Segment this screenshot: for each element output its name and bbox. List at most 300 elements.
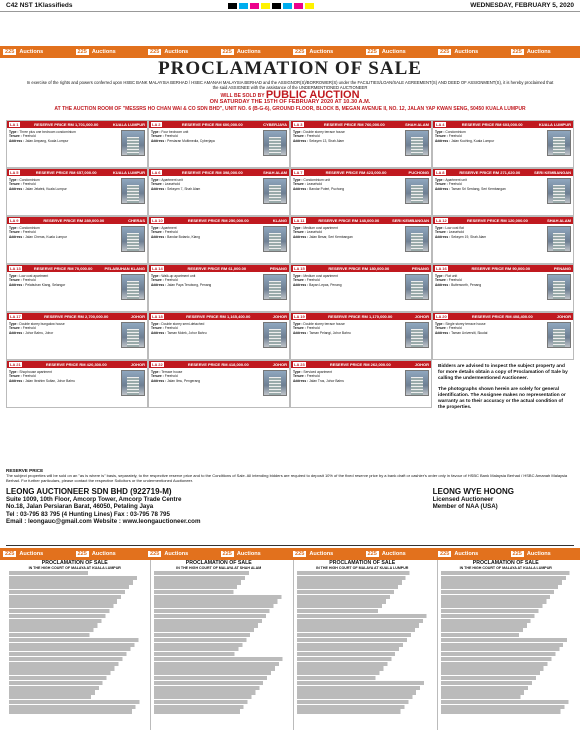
proclamation-section bbox=[6, 58, 574, 538]
lot-tenure: Freehold bbox=[306, 374, 320, 379]
lot-details: Type : Condominium Tenure : Freehold Address : Jalan Jelatek, Kuala Lumpur bbox=[9, 178, 67, 191]
auctioneer-tel: Tel : 03-795 83 795 (4 Hunting Lines) Fax : 03-795 78 795 bbox=[6, 510, 170, 518]
color-swatch bbox=[261, 3, 270, 9]
property-photo bbox=[121, 226, 145, 252]
lot-details: Type : Shophouse apartment Tenure : Freehold Address : Jalan Ibrahim Sultan, Johor Bahru bbox=[9, 370, 75, 383]
property-photo bbox=[263, 274, 287, 300]
category-number: 225 bbox=[77, 551, 87, 557]
lot-header bbox=[291, 169, 431, 176]
category-cell bbox=[290, 49, 363, 55]
notice-text-line bbox=[154, 599, 285, 603]
category-cell bbox=[73, 49, 146, 55]
notice-text-line bbox=[154, 571, 285, 575]
notice-text-line bbox=[297, 604, 428, 608]
notice-text-line bbox=[297, 571, 428, 575]
lot-tenure: Freehold bbox=[22, 182, 36, 187]
notice-text-line bbox=[9, 623, 141, 627]
lot-price: RESERVE PRICE RM 289,000.00 bbox=[43, 218, 105, 223]
notice-text-line bbox=[297, 695, 428, 699]
lot-header bbox=[433, 313, 573, 320]
notice-text-line bbox=[441, 604, 572, 608]
category-cell bbox=[0, 49, 73, 55]
lot-tenure: Leasehold bbox=[306, 182, 322, 187]
property-photo bbox=[121, 178, 145, 204]
lot-price: RESERVE PRICE RM 1,701,000.00 bbox=[34, 122, 99, 127]
lot-header bbox=[291, 313, 431, 320]
lot-tenure: Freehold bbox=[164, 374, 178, 379]
category-label: Auctions bbox=[236, 551, 261, 557]
lot-type: Apartment unit bbox=[161, 178, 183, 182]
category-cell bbox=[508, 551, 580, 557]
reserve-heading: RESERVE PRICE bbox=[6, 468, 44, 473]
lot-price: RESERVE PRICE RM 1,165,400.00 bbox=[186, 314, 251, 319]
lot-details: Type : Condominium Tenure : Freehold Address : Jalan Kuching, Kuala Lumpur bbox=[435, 130, 495, 143]
lot-address: Jalan Ibrahim Sultan, Johor Bahru bbox=[25, 378, 75, 383]
lot-details: Type : Terrace house Tenure : Freehold Address : Jalan Ilmu, Pengerang bbox=[151, 370, 201, 383]
lot-address: Bandar Botanic, Klang bbox=[167, 234, 200, 239]
notice-text-line bbox=[297, 671, 428, 675]
lot-address: Jalan Ampang, Kuala Lumpur bbox=[25, 138, 69, 143]
category-label: Auctions bbox=[91, 551, 116, 557]
notice-column bbox=[150, 560, 288, 730]
lot-number: LA 17 bbox=[10, 314, 21, 319]
color-swatch bbox=[305, 3, 314, 9]
notice-text-line bbox=[297, 628, 428, 632]
lot-card bbox=[432, 264, 574, 312]
category-number: 225 bbox=[295, 551, 305, 557]
notice-text-line bbox=[154, 638, 285, 642]
property-photo bbox=[547, 178, 571, 204]
category-label: Auctions bbox=[164, 49, 189, 55]
lot-address: Johor Bahru, Johor bbox=[25, 330, 54, 335]
notice-subtitle: IN THE HIGH COURT OF MALAYA AT KUALA LUMPUR bbox=[28, 566, 121, 570]
lot-details: Type : Low cost apartment Tenure : Freehold Address : Pelabuhan Klang, Selangor bbox=[9, 274, 66, 287]
notice-text-line bbox=[297, 633, 428, 637]
lot-header bbox=[7, 265, 147, 272]
notice-text-line bbox=[297, 619, 428, 623]
lot-tenure: Leasehold bbox=[164, 182, 180, 187]
lot-number: LA 18 bbox=[152, 314, 163, 319]
notice-text-line bbox=[441, 709, 572, 713]
lot-state: PELABUHAN KLANG bbox=[104, 266, 145, 271]
notice-subtitle: IN THE HIGH COURT OF MALAYA AT SHAH ALAM bbox=[176, 566, 262, 570]
notice-text-line bbox=[9, 695, 141, 699]
lot-header bbox=[433, 169, 573, 176]
notice-text-line bbox=[441, 690, 572, 694]
reserve-text: The subject properties will be sold on an "as is where is" basis, separately, to the respective reserve price and to the Conditions of Sale. All intending bidders are required to deposit 10% of the fixed reserve price by a bank draft or cashier's order only in favour of HSBC Bank Malaysia Berhad / HSBC Amanah Malaysia Berhad. For further particulars, please contact the respective Solicitors or the undermentioned Auctioneer. bbox=[6, 473, 568, 483]
notice-text-line bbox=[9, 647, 141, 651]
notice-subtitle: IN THE HIGH COURT OF MALAYA AT KUALA LUMPUR bbox=[316, 566, 409, 570]
lot-card bbox=[148, 216, 290, 264]
lot-tenure: Leasehold bbox=[448, 230, 464, 235]
lot-header bbox=[291, 361, 431, 368]
lot-price: RESERVE PRICE RM 657,000.00 bbox=[35, 170, 97, 175]
category-cell bbox=[508, 49, 580, 55]
notice-text-line bbox=[154, 676, 285, 680]
category-label: Auctions bbox=[381, 551, 406, 557]
lot-state: KLANG bbox=[272, 218, 287, 223]
category-label: Auctions bbox=[309, 551, 334, 557]
notice-text-line bbox=[297, 681, 428, 685]
property-photo bbox=[263, 130, 287, 156]
category-label: Auctions bbox=[526, 551, 551, 557]
lot-header bbox=[7, 313, 147, 320]
section-divider bbox=[6, 545, 574, 546]
lot-details: Type : Apartment unit Tenure : Freehold Address : Taman Sri Serdang, Seri Kembangan bbox=[435, 178, 506, 191]
notice-text-line bbox=[297, 657, 428, 661]
notice-text-line bbox=[9, 652, 141, 656]
category-number: 225 bbox=[295, 49, 305, 55]
category-number: 225 bbox=[5, 49, 15, 55]
lot-type: Medium cost apartment bbox=[303, 226, 338, 230]
lot-header bbox=[149, 169, 289, 176]
lot-tenure: Freehold bbox=[448, 326, 462, 331]
property-photo bbox=[121, 322, 145, 348]
lot-tenure: Freehold bbox=[22, 230, 36, 235]
notice-text-line bbox=[297, 666, 428, 670]
notice-text-line bbox=[154, 647, 285, 651]
lot-details: Type : Condominium unit Tenure : Leasehold Address : Bandar Puteri, Puchong bbox=[293, 178, 345, 191]
page-date: WEDNESDAY, FEBRUARY 5, 2020 bbox=[470, 2, 574, 9]
notice-text-line bbox=[154, 686, 285, 690]
notice-text-line bbox=[297, 709, 428, 713]
notice-text-line bbox=[154, 666, 285, 670]
will-be-sold-line bbox=[6, 91, 574, 99]
category-bar-top bbox=[0, 46, 580, 58]
lot-type: Terrace house bbox=[161, 370, 183, 374]
notice-text-line bbox=[9, 643, 141, 647]
notice-text-line bbox=[9, 662, 141, 666]
category-number: 225 bbox=[440, 551, 450, 557]
color-swatches bbox=[228, 3, 314, 9]
lot-type: Double storey semi-detached bbox=[161, 322, 205, 326]
auctioneer-person: LEONG WYE HOONG bbox=[432, 487, 514, 496]
lot-header bbox=[291, 121, 431, 128]
notice-text-line bbox=[9, 671, 141, 675]
lot-state: SHAH ALAM bbox=[263, 170, 287, 175]
lot-address: Jalan Besar, Seri Kembangan bbox=[309, 234, 353, 239]
lot-header bbox=[7, 361, 147, 368]
lot-number: LA 3 bbox=[294, 122, 303, 127]
category-label: Auctions bbox=[19, 49, 44, 55]
lot-price: RESERVE PRICE RM 603,000.00 bbox=[461, 122, 523, 127]
notice-text-line bbox=[441, 571, 572, 575]
auctioneer-company: LEONG AUCTIONEER SDN BHD bbox=[6, 487, 128, 496]
lot-card bbox=[290, 120, 432, 168]
lot-price: RESERVE PRICE RM 2,700,000.00 bbox=[44, 314, 109, 319]
notice-text-line bbox=[9, 633, 141, 637]
notice-text-line bbox=[297, 652, 428, 656]
property-photo bbox=[405, 370, 429, 396]
property-photo bbox=[405, 226, 429, 252]
lot-type: Low cost flat bbox=[445, 226, 464, 230]
category-label: Auctions bbox=[454, 551, 479, 557]
notice-text-line bbox=[154, 628, 285, 632]
lot-details: Type : Apartment unit Tenure : Leasehold Address : Seksyen 7, Shah Alam bbox=[151, 178, 201, 191]
lot-type: Condominium bbox=[445, 130, 466, 134]
lot-header bbox=[433, 217, 573, 224]
notice-text-line bbox=[9, 619, 141, 623]
auctioneer-person-block bbox=[433, 488, 514, 511]
lot-address: Taman Molek, Johor Bahru bbox=[167, 330, 207, 335]
lot-header bbox=[291, 265, 431, 272]
property-photo bbox=[121, 370, 145, 396]
notice-text-line bbox=[297, 599, 428, 603]
lot-number: LA 12 bbox=[436, 218, 447, 223]
lot-state: KUALA LUMPUR bbox=[112, 122, 145, 127]
lot-state: PENANG bbox=[411, 266, 429, 271]
category-bar-middle bbox=[0, 548, 580, 560]
color-swatch bbox=[228, 3, 237, 9]
lot-card bbox=[6, 120, 148, 168]
proclamation-title: PROCLAMATION OF SALE bbox=[158, 58, 422, 79]
lot-state: CYBERJAYA bbox=[263, 122, 287, 127]
notice-text-line bbox=[441, 643, 572, 647]
notice-text-line bbox=[297, 609, 428, 613]
lot-type: Double storey terrace house bbox=[303, 322, 345, 326]
lot-price: RESERVE PRICE RM 760,000.00 bbox=[323, 122, 385, 127]
notice-subtitle: IN THE HIGH COURT OF MALAYA AT KUALA LUMPUR bbox=[459, 566, 552, 570]
lot-address: Jalan Paya Terubong, Penang bbox=[167, 282, 212, 287]
notice-text-line bbox=[297, 700, 428, 704]
notice-text-line bbox=[441, 628, 572, 632]
category-label: Auctions bbox=[164, 551, 189, 557]
notice-text-line bbox=[154, 633, 285, 637]
category-cell bbox=[218, 49, 291, 55]
property-photo bbox=[547, 274, 571, 300]
category-number: 225 bbox=[150, 551, 160, 557]
category-cell bbox=[290, 551, 363, 557]
lot-address: Taman Pelangi, Johor Bahru bbox=[309, 330, 351, 335]
notice-text-line bbox=[297, 580, 428, 584]
lot-tenure: Freehold bbox=[306, 278, 320, 283]
lot-details: Type : Low cost flat Tenure : Leasehold Address : Seksyen 19, Shah Alam bbox=[435, 226, 487, 239]
lot-state: KUALA LUMPUR bbox=[538, 122, 571, 127]
property-photo bbox=[405, 130, 429, 156]
notice-text-line bbox=[9, 700, 141, 704]
lot-number: LA 8 bbox=[436, 170, 445, 175]
lot-type: Apartment bbox=[161, 226, 177, 230]
lot-tenure: Freehold bbox=[164, 230, 178, 235]
lot-address: Jalan Jelatek, Kuala Lumpur bbox=[25, 186, 67, 191]
auctioneer-company-block bbox=[6, 488, 200, 526]
category-number: 225 bbox=[150, 49, 160, 55]
notice-text-line bbox=[154, 690, 285, 694]
property-photo bbox=[121, 130, 145, 156]
notice-text-line bbox=[9, 595, 141, 599]
lot-address: Taman Universiti, Skudai bbox=[451, 330, 488, 335]
notice-text-line bbox=[9, 681, 141, 685]
notice-text-line bbox=[9, 657, 141, 661]
lot-address: Seksyen 19, Shah Alam bbox=[451, 234, 487, 239]
category-cell bbox=[218, 551, 291, 557]
lot-type: Walk-up apartment unit bbox=[161, 274, 196, 278]
lot-tenure: Freehold bbox=[22, 134, 36, 139]
notice-text-line bbox=[441, 619, 572, 623]
category-cell bbox=[363, 551, 436, 557]
lot-price: RESERVE PRICE RM 423,000.00 bbox=[325, 170, 387, 175]
notice-title: PROCLAMATION OF SALE bbox=[472, 560, 539, 566]
lot-address: Jalan Kuching, Kuala Lumpur bbox=[451, 138, 495, 143]
lot-number: LA 7 bbox=[294, 170, 303, 175]
auction-date: ON SATURDAY THE 15TH OF FEBRUARY 2020 AT 10.30 A.M. bbox=[209, 99, 371, 105]
notice-text-line bbox=[297, 585, 428, 589]
notice-text-line bbox=[154, 705, 285, 709]
notice-text-line bbox=[441, 662, 572, 666]
lot-state: SHAH ALAM bbox=[547, 218, 571, 223]
lot-state: SERI KEMBANGAN bbox=[534, 170, 571, 175]
notice-text-line bbox=[9, 604, 141, 608]
property-photo bbox=[263, 178, 287, 204]
color-swatch bbox=[250, 3, 259, 9]
property-photo bbox=[405, 178, 429, 204]
lot-card bbox=[6, 360, 148, 408]
notice-text-line bbox=[297, 662, 428, 666]
notice-text-line bbox=[9, 638, 141, 642]
notice-text-line bbox=[297, 676, 428, 680]
notice-text-line bbox=[441, 676, 572, 680]
notice-column bbox=[293, 560, 431, 730]
bidder-notes bbox=[434, 360, 574, 415]
category-cell bbox=[145, 551, 218, 557]
lot-number: LA 10 bbox=[152, 218, 163, 223]
notice-text-line bbox=[441, 623, 572, 627]
notice-text-line bbox=[441, 681, 572, 685]
lot-number: LA 13 bbox=[10, 266, 21, 271]
lot-card bbox=[290, 168, 432, 216]
lot-number: LA 23 bbox=[294, 362, 305, 367]
lot-header bbox=[149, 217, 289, 224]
lot-type: Double storey terrace house bbox=[303, 130, 345, 134]
auction-venue: AT THE AUCTION ROOM OF "MESSRS HO CHAN WAI & CO SDN BHD", UNIT NO. 6 (B-G-6), GROUND FLOOR, BLOCK B, MEGAN AVENUE II, NO. 12, JALAN YAP KWAN SENG, 50450 KUALA LUMPUR bbox=[54, 106, 526, 112]
lot-header bbox=[433, 265, 573, 272]
notice-title: PROCLAMATION OF SALE bbox=[185, 560, 252, 566]
notice-text-line bbox=[9, 571, 141, 575]
auctioneer-reg: (922719-M) bbox=[130, 487, 172, 496]
category-cell bbox=[435, 49, 508, 55]
lot-card bbox=[148, 120, 290, 168]
lot-tenure: Freehold bbox=[306, 134, 320, 139]
notice-text-line bbox=[9, 585, 141, 589]
lot-price: RESERVE PRICE RM 70,000.00 bbox=[33, 266, 93, 271]
lot-tenure: Freehold bbox=[22, 278, 36, 283]
notice-text-line bbox=[441, 700, 572, 704]
lot-card bbox=[432, 120, 574, 168]
lot-header bbox=[149, 361, 289, 368]
notice-text-line bbox=[441, 705, 572, 709]
lot-card bbox=[290, 216, 432, 264]
notice-text-line bbox=[441, 590, 572, 594]
lot-type: Low cost apartment bbox=[19, 274, 49, 278]
category-number: 225 bbox=[367, 551, 377, 557]
lot-price: RESERVE PRICE RM 408,400.00 bbox=[471, 314, 533, 319]
lot-state: JOHOR bbox=[414, 362, 429, 367]
lot-address: Bandar Puteri, Puchong bbox=[309, 186, 345, 191]
auctioneer-footer bbox=[6, 488, 574, 534]
category-label: Auctions bbox=[381, 49, 406, 55]
lot-card bbox=[148, 360, 290, 408]
lot-card bbox=[148, 312, 290, 360]
color-swatch bbox=[283, 3, 292, 9]
lot-number: LA 14 bbox=[152, 266, 163, 271]
lot-number: LA 11 bbox=[294, 218, 305, 223]
property-photo bbox=[405, 322, 429, 348]
lot-state: SHAH ALAM bbox=[405, 122, 429, 127]
lot-address: Seksyen 13, Shah Alam bbox=[309, 138, 345, 143]
lot-address: Seksyen 7, Shah Alam bbox=[167, 186, 201, 191]
lot-state: JOHOR bbox=[272, 362, 287, 367]
lot-address: Jalan Cheras, Kuala Lumpur bbox=[25, 234, 67, 239]
lot-header bbox=[7, 217, 147, 224]
category-cell bbox=[0, 551, 73, 557]
notice-text-line bbox=[441, 686, 572, 690]
notice-text-line bbox=[297, 590, 428, 594]
lot-details: Type : Walk-up apartment unit Tenure : Freehold Address : Jalan Paya Terubong, Penang bbox=[151, 274, 212, 287]
lot-price: RESERVE PRICE RM 420,300.00 bbox=[45, 362, 107, 367]
lot-type: Condominium unit bbox=[303, 178, 330, 182]
notice-text-line bbox=[441, 576, 572, 580]
lot-card bbox=[6, 264, 148, 312]
lot-details: Type : Double storey terrace house Tenure : Freehold Address : Taman Pelangi, Johor Bahru bbox=[293, 322, 351, 335]
notice-text-line bbox=[154, 652, 285, 656]
lot-number: LA 1 bbox=[10, 122, 19, 127]
category-number: 225 bbox=[222, 551, 232, 557]
notice-text-line bbox=[441, 652, 572, 656]
lot-type: Serviced apartment bbox=[303, 370, 332, 374]
category-cell bbox=[73, 551, 146, 557]
category-number: 225 bbox=[512, 551, 522, 557]
category-number: 225 bbox=[440, 49, 450, 55]
notice-text-line bbox=[441, 609, 572, 613]
lot-card bbox=[6, 312, 148, 360]
category-label: Auctions bbox=[454, 49, 479, 55]
category-number: 225 bbox=[77, 49, 87, 55]
notice-text-line bbox=[9, 709, 141, 713]
lot-tenure: Freehold bbox=[448, 134, 462, 139]
lot-type: Apartment unit bbox=[445, 178, 467, 182]
lot-header bbox=[149, 313, 289, 320]
notice-text-line bbox=[9, 676, 141, 680]
lot-address: Jalan Ilmu, Pengerang bbox=[167, 378, 201, 383]
notice-text-line bbox=[441, 595, 572, 599]
reserve-price-section bbox=[6, 468, 574, 483]
lot-price: RESERVE PRICE RM 148,000.00 bbox=[318, 218, 380, 223]
lot-price: RESERVE PRICE RM 250,000.00 bbox=[187, 218, 249, 223]
lot-card bbox=[290, 360, 432, 408]
category-label: Auctions bbox=[236, 49, 261, 55]
notice-column bbox=[437, 560, 575, 730]
lot-number: LA 16 bbox=[436, 266, 447, 271]
lot-card bbox=[290, 312, 432, 360]
lot-tenure: Leasehold bbox=[306, 230, 322, 235]
lot-price: RESERVE PRICE RM 90,000.00 bbox=[471, 266, 531, 271]
lot-details: Type : Flat unit Tenure : Freehold Address : Butterworth, Penang bbox=[435, 274, 482, 287]
lot-tenure: Freehold bbox=[22, 374, 36, 379]
notice-text-line bbox=[297, 623, 428, 627]
lot-state: PENANG bbox=[269, 266, 287, 271]
property-photo bbox=[405, 274, 429, 300]
lot-card bbox=[6, 168, 148, 216]
notice-text-line bbox=[154, 590, 285, 594]
color-swatch bbox=[272, 3, 281, 9]
notice-text-line bbox=[154, 695, 285, 699]
lot-type: Condominium bbox=[19, 226, 40, 230]
notice-text-line bbox=[441, 695, 572, 699]
lot-price: RESERVE PRICE RM 398,000.00 bbox=[181, 170, 243, 175]
lot-address: Bayan Lepas, Penang bbox=[309, 282, 342, 287]
notice-text-line bbox=[441, 647, 572, 651]
lot-type: Medium cost apartment bbox=[303, 274, 338, 278]
